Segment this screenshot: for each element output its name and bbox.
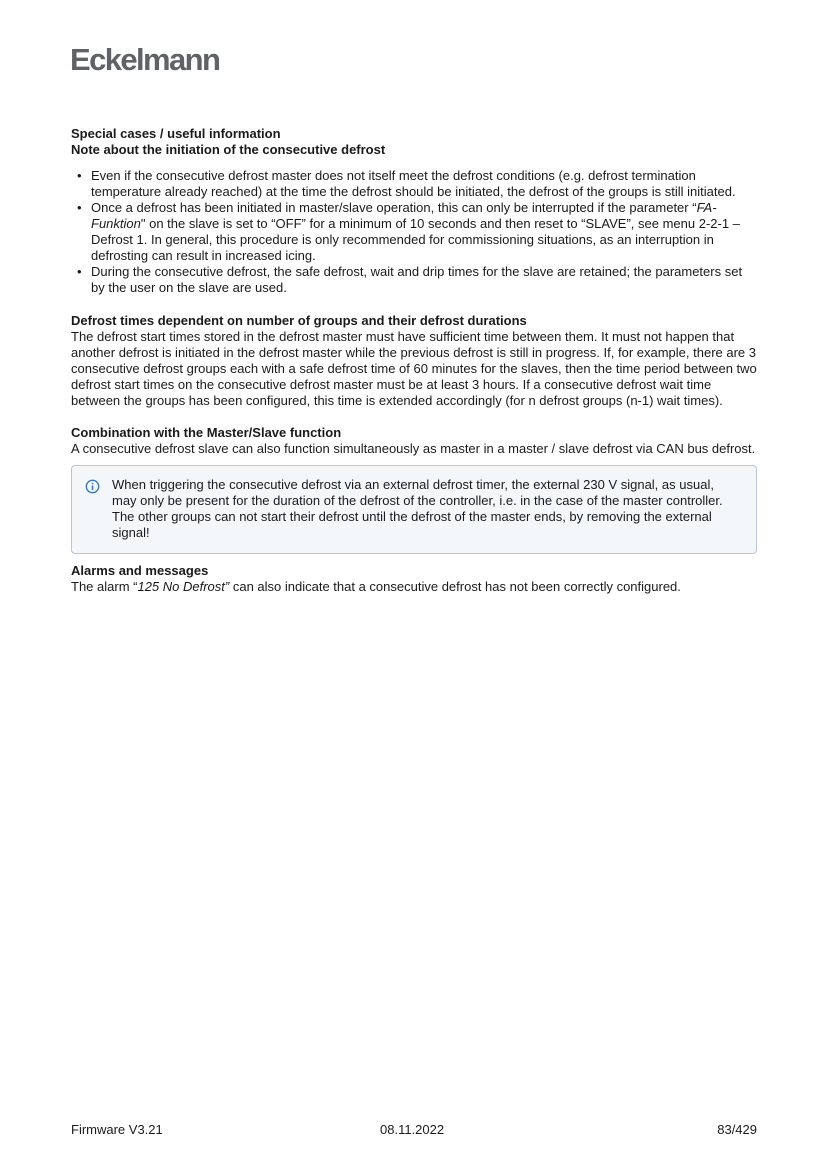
section-master-slave <box>71 425 757 554</box>
section-title-alarms: Alarms and messages <box>71 563 209 578</box>
footer-page-number: 83/429 <box>717 1122 757 1137</box>
info-icon <box>85 479 100 494</box>
alarm-text-pre: The alarm “ <box>71 579 138 594</box>
section-title-master-slave: Combination with the Master/Slave function <box>71 425 342 440</box>
bullet-item <box>71 168 757 200</box>
section-subtitle-initiation: Note about the initiation of the consecutive defrost <box>71 142 386 157</box>
bullet-list <box>71 168 757 296</box>
section-body-alarms <box>71 579 757 595</box>
section-title-defrost-times: Defrost times dependent on number of groups and their defrost durations <box>71 313 527 328</box>
page-footer <box>71 1122 757 1140</box>
parameter-name: FA-Funktion <box>91 200 717 231</box>
section-body-master-slave: A consecutive defrost slave can also function simultaneously as master in a master / slave defrost via CAN bus defrost. <box>71 441 756 456</box>
bullet-item <box>71 264 757 296</box>
page-content <box>71 126 757 595</box>
info-note <box>71 465 757 554</box>
section-title-special-cases: Special cases / useful information <box>71 126 281 141</box>
section-alarms <box>71 563 757 595</box>
alarm-text-post: can also indicate that a consecutive defrost has not been correctly configured. <box>229 579 681 594</box>
footer-firmware: Firmware V3.21 <box>71 1122 163 1137</box>
bullet-text-post: " on the slave is set to “OFF” for a minimum of 10 seconds and then reset to “SLAVE”, see menu 2-2-1 – Defrost 1. In general, this procedure is only recommended for commissioning situations, as an interruption in defrosting can result in increased icing. <box>91 216 740 263</box>
bullet-item <box>71 200 757 264</box>
alarm-code: 125 No Defrost” <box>137 579 230 594</box>
footer-date: 08.11.2022 <box>380 1122 445 1137</box>
bullet-text: Even if the consecutive defrost master does not itself meet the defrost conditions (e.g. defrost termination temperature already reached) at the time the defrost should be initiated, the defrost of the groups is still initiated. <box>91 168 736 199</box>
section-defrost-times <box>71 313 757 409</box>
eckelmann-logo: Eckelmann <box>70 42 220 77</box>
section-body-defrost-times: The defrost start times stored in the defrost master must have sufficient time between them. It must not happen that another defrost is initiated in the defrost master while the previous defrost is still in progress. If, for example, there are 3 consecutive defrost groups each with a safe defrost time of 60 minutes for the slaves, then the time period between two defrost start times on the consecutive defrost master must be at least 3 hours. If a consecutive defrost wait time between the groups has been configured, this time is extended accordingly (for n defrost groups (n-1) wait times). <box>71 329 757 408</box>
info-note-text: When triggering the consecutive defrost via an external defrost timer, the external 230 V signal, as usual, may only be present for the duration of the defrost of the controller, i.e. in the case of the master controller. The other groups can not start their defrost until the defrost of the master ends, by removing the external signal! <box>112 477 723 540</box>
bullet-text: During the consecutive defrost, the safe defrost, wait and drip times for the slave are retained; the parameters set by the user on the slave are used. <box>91 264 743 295</box>
bullet-text-pre: Once a defrost has been initiated in master/slave operation, this can only be interrupted if the parameter “ <box>91 200 697 215</box>
